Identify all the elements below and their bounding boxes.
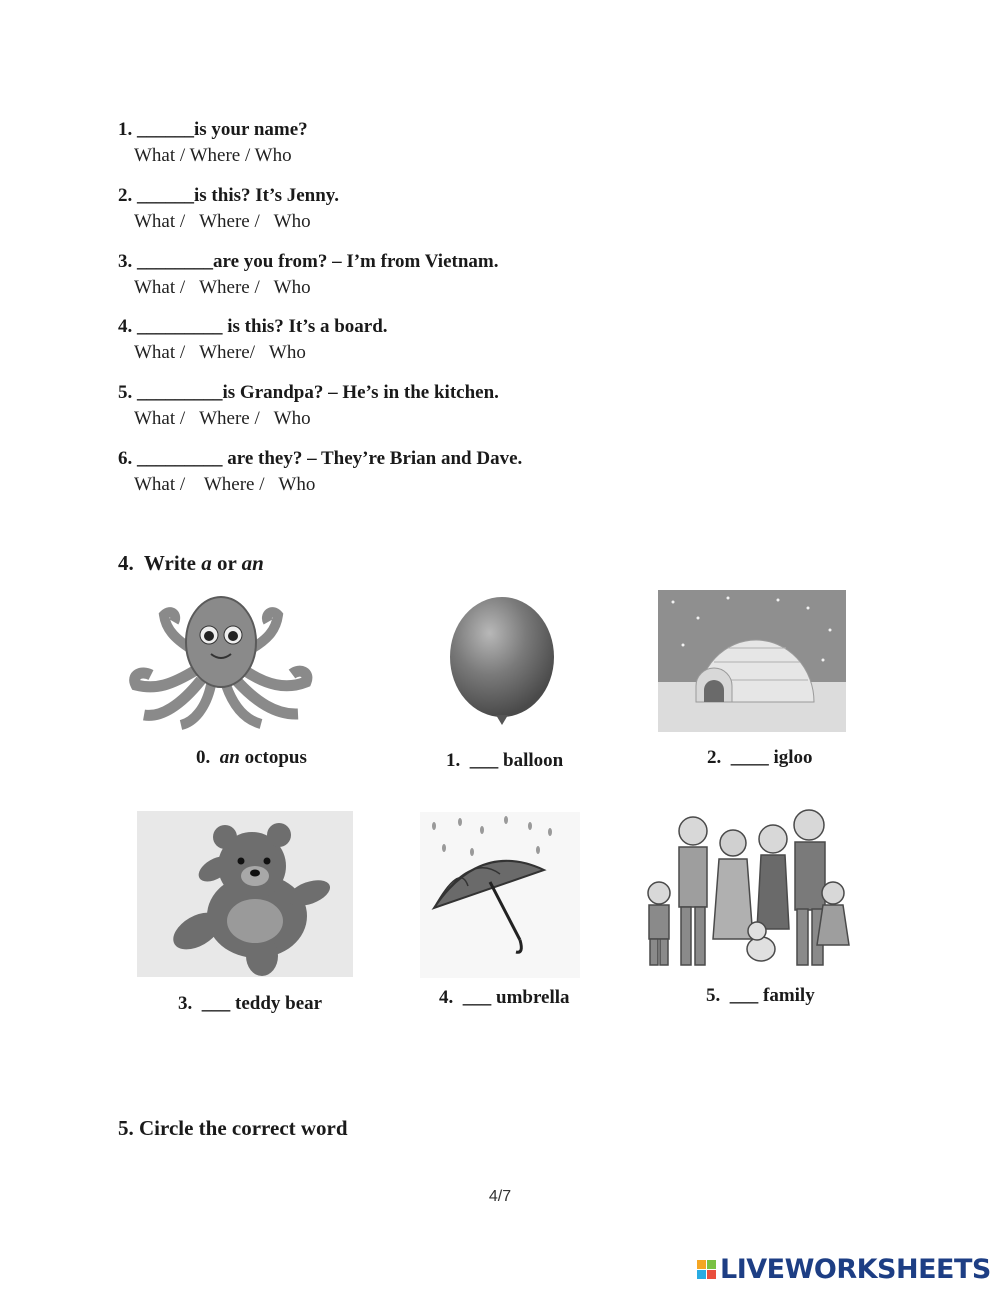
question-4 <box>118 314 388 366</box>
brand-name: LIVEWORKSHEETS <box>720 1254 991 1285</box>
item-1-caption: 1. ___ balloon <box>446 750 564 771</box>
question-stem: 5. _________is Grandpa? – He’s in the kitchen. <box>118 382 499 403</box>
item-0-caption: 0. an octopus <box>196 747 307 768</box>
question-stem: 2. ______is this? It’s Jenny. <box>118 185 339 206</box>
igloo-image <box>658 590 846 732</box>
question-5 <box>118 380 499 432</box>
octopus-image <box>126 590 316 730</box>
question-stem: 6. _________ are they? – They’re Brian and Dave. <box>118 448 523 469</box>
question-options[interactable]: What / Where / Who <box>134 277 311 298</box>
umbrella-image <box>420 812 580 978</box>
question-stem: 3. ________are you from? – I’m from Vietnam. <box>118 251 499 272</box>
question-1 <box>118 117 308 169</box>
question-options[interactable]: What / Where/ Who <box>134 342 306 363</box>
teddy-bear-image <box>137 811 353 977</box>
page-number: 4/7 <box>488 1188 512 1205</box>
section-4-heading: 4. Write a or an <box>118 551 264 575</box>
question-options[interactable]: What / Where / Who <box>134 211 311 232</box>
section-5-heading: 5. Circle the correct word <box>118 1116 348 1140</box>
question-2 <box>118 183 339 235</box>
question-options[interactable]: What / Where / Who <box>134 145 292 166</box>
logo-blocks-icon <box>697 1260 716 1279</box>
item-5-caption: 5. ___ family <box>706 985 815 1006</box>
question-stem: 4. _________ is this? It’s a board. <box>118 316 388 337</box>
liveworksheets-logo[interactable] <box>697 1254 991 1285</box>
item-2-caption: 2. ____ igloo <box>707 747 813 768</box>
question-options[interactable]: What / Where / Who <box>134 408 311 429</box>
question-3 <box>118 249 498 301</box>
family-image <box>637 809 867 971</box>
question-stem: 1. ______is your name? <box>118 119 308 140</box>
balloon-image <box>440 597 572 731</box>
item-3-caption: 3. ___ teddy bear <box>178 993 323 1014</box>
question-6 <box>118 446 522 498</box>
item-4-caption: 4. ___ umbrella <box>439 987 570 1008</box>
question-options[interactable]: What / Where / Who <box>134 474 316 495</box>
